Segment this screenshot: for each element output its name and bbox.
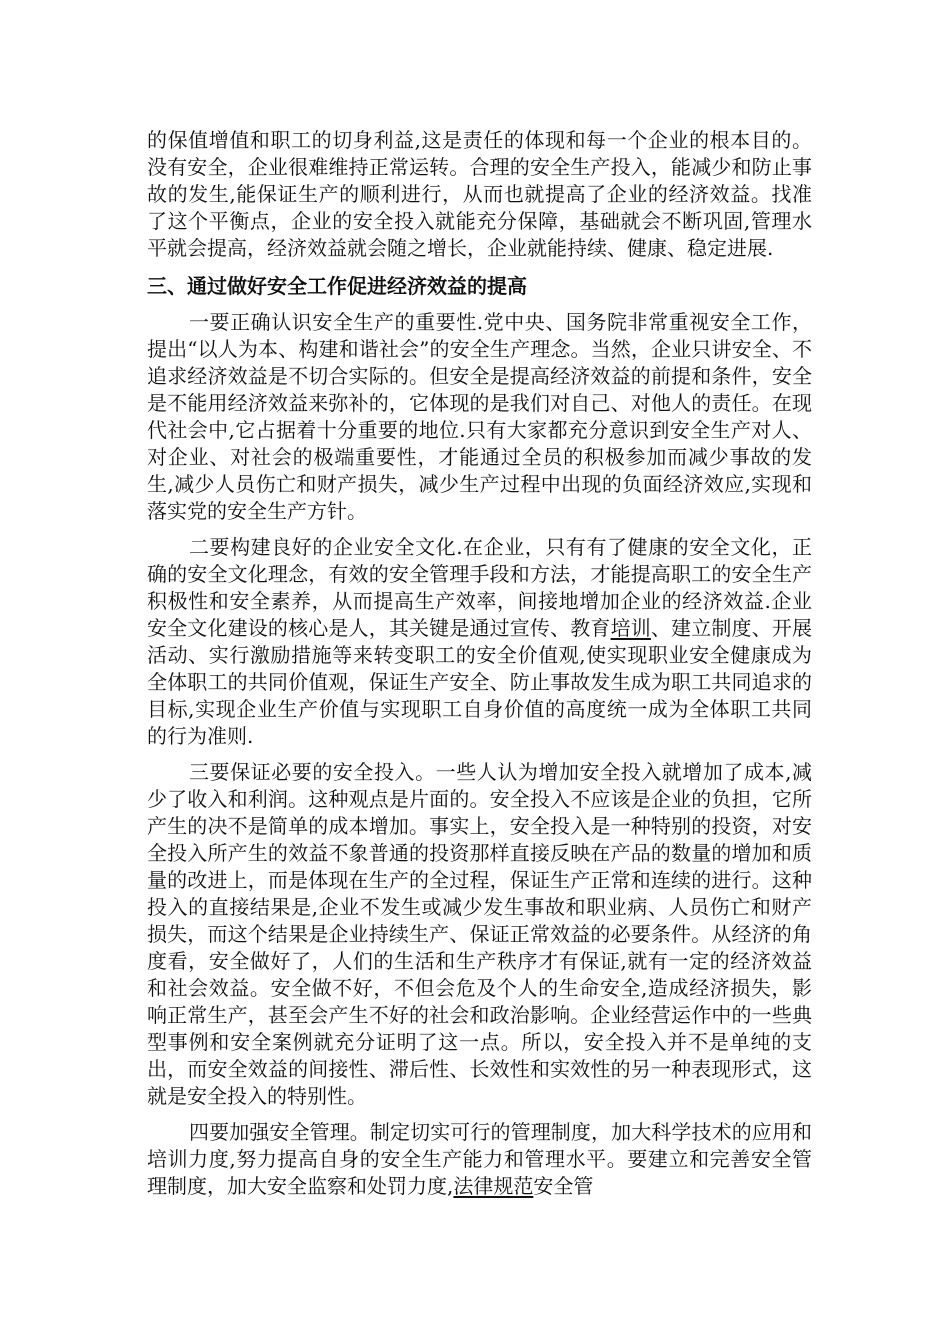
paragraph-2 <box>147 534 812 750</box>
document-body <box>147 127 812 1200</box>
section-heading: 三、通过做好安全工作促进经济效益的提高 <box>147 274 527 298</box>
training-link[interactable]: 培训 <box>610 616 651 640</box>
paragraph-3: 三要保证必要的安全投入。一些人认为增加安全投入就增加了成本,减少了收入和利润。这种观点是片面的。安全投入不应该是企业的负担，它所产生的决不是简单的成本增加。事实上，安全投入是一种特别的投资，对安全投入所产生的效益不象普通的投资那样直接反映在产品的数量的增加和质量的改进上，而是体现在生产的全过程，保证生产正常和连续的进行。这种投入的直接结果是,企业不发生或减少发生事故和职业病、人员伤亡和财产损失，而这个结果是企业持续生产、保证正常效益的必要条件。从经济的角度看，安全做好了，人们的生活和生产秩序才有保证,就有一定的经济效益和社会效益。安全做不好，不但会危及个人的生命安全,造成经济损失，影响正常生产，甚至会产生不好的社会和政治影响。企业经营运作中的一些典型事例和安全案例就充分证明了这一点。所以，安全投入并不是单纯的支出，而安全效益的间接性、滞后性、长效性和实效性的另一种表现形式，这就是安全投入的特别性。 <box>147 760 812 1108</box>
paragraph-1: 一要正确认识安全生产的重要性.党中央、国务院非常重视安全工作，提出“以人为本、构建和谐社会”的安全生产理念。当然，企业只讲安全、不追求经济效益是不切合实际的。但安全是提高经济效益的前提和条件，安全是不能用经济效益来弥补的，它体现的是我们对自己、对他人的责任。在现代社会中,它占据着十分重要的地位.只有大家都充分意识到安全生产对人、对企业、对社会的极端重要性，才能通过全员的积极参加而减少事故的发生,减少人员伤亡和财产损失，减少生产过程中出现的负面经济效应,实现和落实党的安全生产方针。 <box>147 310 812 523</box>
paragraph-intro: 的保值增值和职工的切身利益,这是责任的体现和每一个企业的根本目的。没有安全，企业很难维持正常运转。合理的安全生产投入，能减少和防止事故的发生,能保证生产的顺利进行，从而也就提高了企业的经济效益。找准了这个平衡点，企业的安全投入就能充分保障，基础就会不断巩固,管理水平就会提高，经济效益就会随之增长，企业就能持续、健康、稳定进展. <box>147 128 812 260</box>
paragraph-4-text-b: 安全管 <box>533 1174 594 1198</box>
paragraph-4-text-a: 四要加强安全管理。制定切实可行的管理制度，加大科学技术的应用和培训力度,努力提高自身的安全生产能力和管理水平。要建立和完善安全管理制度，加大安全监察和处罚力度, <box>147 1120 812 1198</box>
paragraph-4 <box>147 1119 812 1200</box>
paragraph-2-text-a: 二要构建良好的企业安全文化.在企业，只有有了健康的安全文化，正确的安全文化理念，有效的安全管理手段和方法，才能提高职工的安全生产积极性和安全素养，从而提高生产效率，间接地增加企业的经济效益.企业安全文化建设的核心是人，其关键是通过宣传、教育 <box>147 535 812 640</box>
paragraph-2-text-b: 、建立制度、开展活动、实行激励措施等来转变职工的安全价值观,使实现职业安全健康成为全体职工的共同价值观，保证生产安全、防止事故发生成为职工共同追求的目标,实现企业生产价值与实现职工自身价值的高度统一成为全体职工共同的行为准则. <box>147 616 812 748</box>
legal-norms-link[interactable]: 法律规范 <box>453 1174 534 1198</box>
